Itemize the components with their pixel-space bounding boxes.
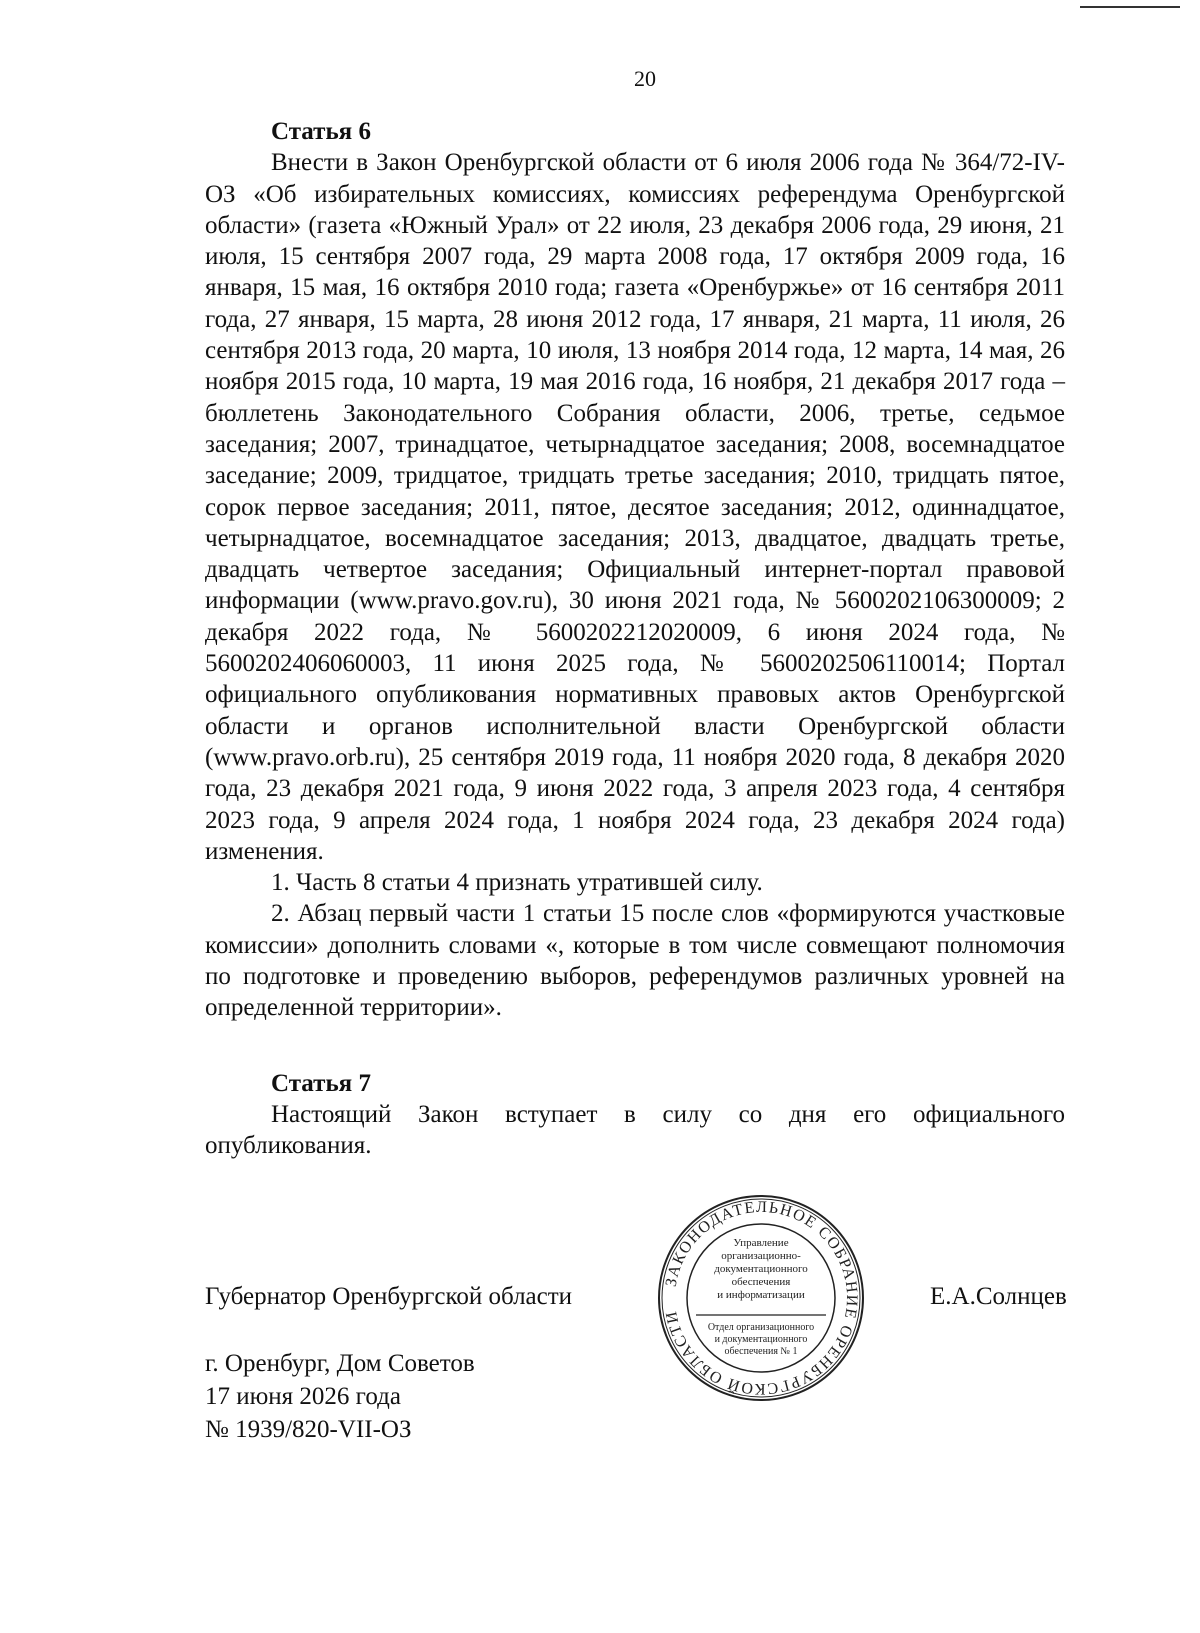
- governor-title: Губернатор Оренбургской области: [205, 1283, 573, 1310]
- document-body: [205, 116, 1065, 1162]
- article-7-heading: Статья 7: [271, 1069, 371, 1097]
- seal-inner-line: Управление: [733, 1237, 789, 1249]
- article-7-text: Настоящий Закон вступает в силу со дня его официального опубликования.: [205, 1100, 1065, 1160]
- top-edge-rule: [1080, 6, 1180, 8]
- seal-lower-line: Отдел организационного: [707, 1322, 815, 1333]
- official-seal: [656, 1193, 866, 1403]
- spacer: [205, 1024, 1065, 1068]
- seal-inner-line: организационно-: [721, 1250, 801, 1262]
- signature-block: [205, 1347, 475, 1446]
- article-6-item-2: 2. Абзац первый части 1 статьи 15 после слов «формируются участковые комиссии» дополнить словами «, которые в том числе совмещают полномочия по подготовке и проведению выборов, референдумов различных уровней на определенной территории».: [205, 900, 1065, 1022]
- seal-ring-text: ЗАКОНОДАТЕЛЬНОЕ СОБРАНИЕ ОРЕНБУРГСКОЙ ОБЛАСТИ: [662, 1198, 861, 1398]
- signing-place: г. Оренбург, Дом Советов: [205, 1350, 475, 1377]
- article-6-intro: Внести в Закон Оренбургской области от 6 июля 2006 года № 364/72-IV-ОЗ «Об избирательных комиссиях, комиссиях референдума Оренбургской области» (газета «Южный Урал» от 22 июля, 23 декабря 2006 года, 29 июня, 21 июля, 15 сентября 2007 года, 29 марта 2008 года, 17 октября 2009 года, 16 января, 15 мая, 16 октября 2010 года; газета «Оренбуржье» от 16 сентября 2011 года, 27 января, 15 марта, 28 июня 2012 года, 17 января, 21 марта, 11 июля, 26 сентября 2013 года, 20 марта, 10 июля, 13 ноября 2014 года, 12 марта, 14 мая, 26 ноября 2015 года, 10 марта, 19 мая 2016 года, 16 ноября, 21 декабря 2017 года – бюллетень Законодательного Собрания области, 2006, третье, седьмое заседания; 2007, тринадцатое, четырнадцатое заседания; 2008, восемнадцатое заседание; 2009, тридцатое, тридцать третье заседания; 2010, тридцать пятое, сорок первое заседания; 2011, пятое, десятое заседания; 2012, одиннадцатое, четырнадцатое, восемнадцатое заседания; 2013, двадцатое, двадцать третье, двадцать четвертое заседания; Официальный интернет-портал правовой информации (www.pravo.gov.ru), 30 июня 2021 года, № 5600202106300009; 2 декабря 2022 года, № 5600202212020009, 6 июня 2024 года, № 5600202406060003, 11 июня 2025 года, № 5600202506110014; Портал официального опубликования нормативных правовых актов Оренбургской области и органов исполнительной власти Оренбургской области (www.pravo.orb.ru), 25 сентября 2019 года, 11 ноября 2020 года, 8 декабря 2020 года, 23 декабря 2021 года, 9 июня 2022 года, 3 апреля 2023 года, 4 сентября 2023 года, 9 апреля 2024 года, 1 ноября 2024 года, 23 декабря 2024 года) изменения.: [205, 149, 1065, 865]
- governor-name: Е.А.Солнцев: [930, 1283, 1067, 1310]
- signing-date: 17 июня 2026 года: [205, 1383, 401, 1410]
- law-number: № 1939/820-VII-ОЗ: [205, 1416, 412, 1443]
- seal-graphic: [656, 1193, 866, 1403]
- seal-inner-text: [708, 1237, 814, 1357]
- article-6-heading: Статья 6: [271, 118, 371, 145]
- seal-lower-line: и документационного: [714, 1334, 808, 1345]
- seal-lower-line: обеспечения № 1: [724, 1346, 798, 1357]
- seal-inner-line: и информатизации: [717, 1289, 805, 1301]
- seal-inner-line: документационного: [714, 1263, 808, 1275]
- article-6-item-1: 1. Часть 8 статьи 4 признать утратившей силу.: [271, 869, 763, 897]
- page-number: 20: [634, 66, 656, 91]
- seal-inner-line: обеспечения: [731, 1276, 791, 1288]
